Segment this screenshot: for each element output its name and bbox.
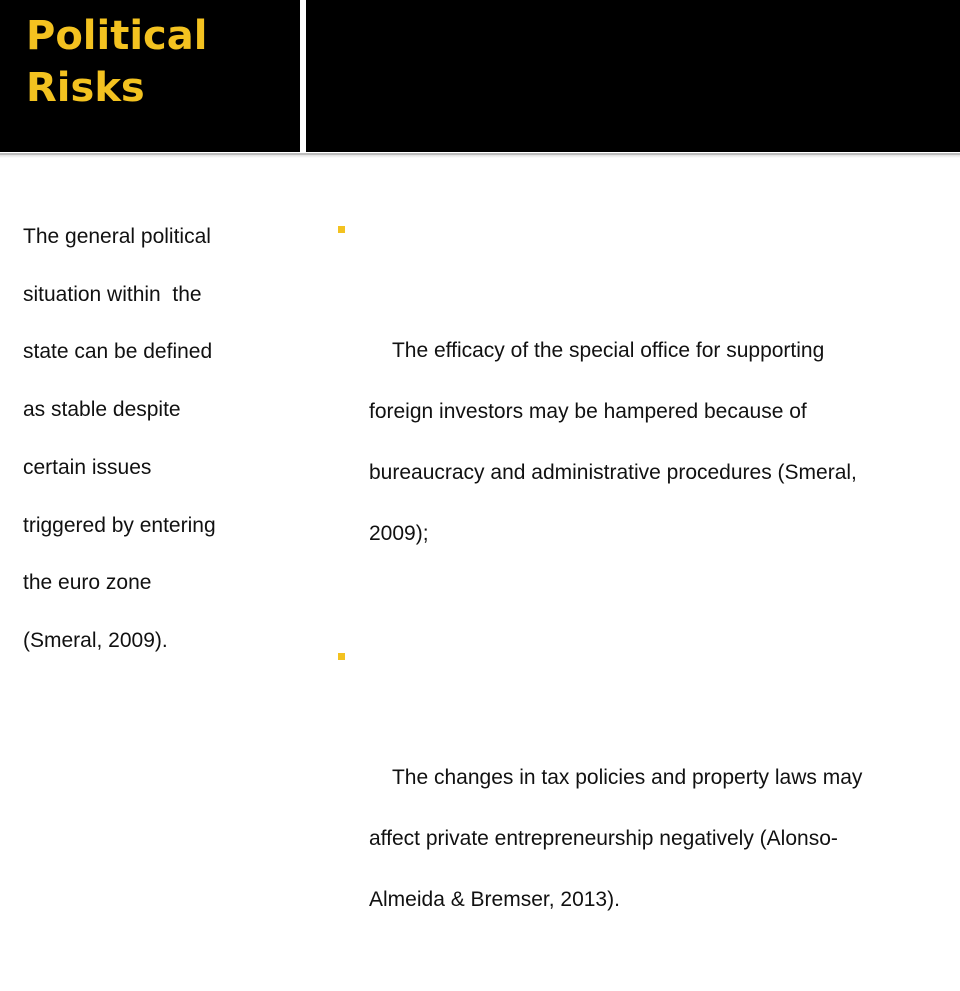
slide-title: Political Risks [26,13,208,111]
bullet-text: The efficacy of the special office for supporting foreign investors may be hampered because of bureaucracy and administrative procedures (Smeral, 2009); [369,339,857,545]
bullet-text: The changes in tax policies and property laws may affect private entrepreneurship negatively (Alonso- Almeida & Bremser, 2013). [369,766,863,911]
bullet-list [338,198,948,991]
square-bullet-icon [338,226,345,233]
header-bar [306,0,960,152]
bullet-item [338,625,948,991]
title-block [0,0,300,152]
header-divider-shadow [0,155,960,158]
square-bullet-icon [338,653,345,660]
bullet-item [338,198,948,625]
left-paragraph: The general political situation within the state can be defined as stable despite certain issues triggered by entering the euro zone (Smeral, 2009). [23,225,216,652]
